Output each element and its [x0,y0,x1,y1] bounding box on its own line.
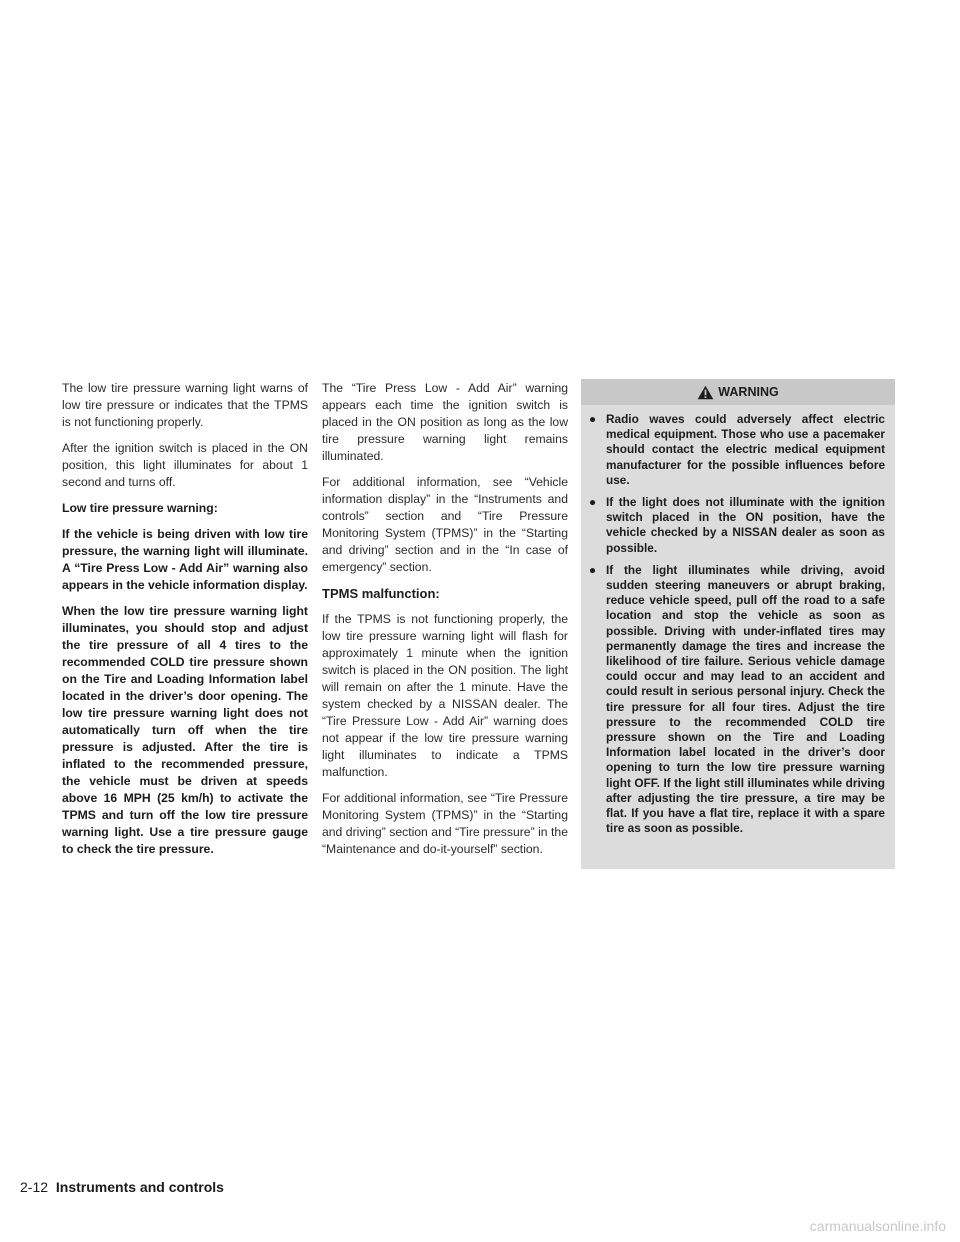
warning-item-text: If the light illuminates while driving, avoid sudden steering maneuvers or abrupt braking, reduce vehicle speed, pull off the road to a safe location and stop the vehicle as soon as possible. Driving with under-inflated tires may permanently damage the tires and increase the likelihood of tire failure. Serious vehicle damage could occur and may lead to an accident and could result in serious personal injury. Check the tire pressure for all four tires. Adjust the tire pressure to the recommended COLD tire pressure shown on the Tire and Loading Information label located in the driver’s door opening to turn the low tire pressure warning light OFF. If the light still illuminates while driving after adjusting the tire pressure, a tire may be flat. If you have a flat tire, replace it with a spare tire as soon as possible. [606,562,885,836]
page-number: 2-12 [20,1179,49,1195]
warning-item [589,412,885,488]
section-title: Instruments and controls [55,1179,224,1195]
warning-title: WARNING [718,385,779,399]
warning-header [581,379,895,405]
warning-list [581,405,895,836]
low-pressure-heading: Low tire pressure warning: [62,501,218,515]
warning-appears-paragraph: The “Tire Press Low - Add Air” warning appears each time the ignition switch is placed in the ON position as long as the low tire pressure warning light remains illuminated. [322,381,568,463]
low-pressure-warning-paragraph: If the vehicle is being driven with low tire pressure, the warning light will illuminate. A “Tire Press Low - Add Air” warning also appears in the vehicle information display. [62,527,308,592]
ignition-paragraph: After the ignition switch is placed in the ON position, this light illuminates for about 1 second and turns off. [62,441,308,489]
bullet-icon: ● [589,412,597,426]
adjust-pressure-paragraph: When the low tire pressure warning light illuminates, you should stop and adjust the tire pressure of all 4 tires to the recommended COLD tire pressure shown on the Tire and Loading Information label located in the driver’s door opening. The low tire pressure warning light does not automatically turn off when the tire pressure is adjusted. After the tire is inflated to the recommended pressure, the vehicle must be driven at speeds above 16 MPH (25 km/h) to activate the TPMS and turn off the low tire pressure warning light. Use a tire pressure gauge to check the tire pressure. [62,604,308,856]
malfunction-paragraph: If the TPMS is not functioning properly, the low tire pressure warning light will flash for approximately 1 minute when the ignition switch is placed in the ON position. The light will remain on after the 1 minute. Have the system checked by a NISSAN dealer. The “Tire Pressure Low - Add Air” warning does not appear if the low tire pressure warning light illuminates to indicate a TPMS malfunction. [322,612,568,779]
warning-triangle-icon [697,385,714,400]
intro-paragraph: The low tire pressure warning light warns of low tire pressure or indicates that the TPMS is not functioning properly. [62,381,308,429]
bullet-icon: ● [589,495,597,510]
page-footer [20,1179,224,1195]
warning-item [589,563,885,837]
additional-info-paragraph: For additional information, see “Vehicle information display” in the “Instruments and controls” section and “Tire Pressure Monitoring System (TPMS)” in the “Starting and driving” section and in the “In case of emergency” section. [322,475,568,574]
text-column-left [62,380,308,867]
warning-item-text: If the light does not illuminate with the ignition switch placed in the ON position, have the vehicle checked by a NISSAN dealer as soon as possible. [606,495,885,555]
warning-item-text: Radio waves could adversely affect electric medical equipment. Those who use a pacemaker should contact the electric medical equipment manufacturer for the possible influences before use. [606,412,885,487]
text-column-middle [322,380,568,867]
additional-info-paragraph-2: For additional information, see “Tire Pressure Monitoring System (TPMS)” in the “Starting and driving” section and “Tire pressure” in the “Maintenance and do-it-yourself” section. [322,791,568,856]
warning-box [581,379,895,869]
warning-item [589,495,885,556]
bullet-icon: ● [589,562,597,577]
watermark: carmanualsonline.info [809,1218,946,1234]
tpms-malfunction-heading: TPMS malfunction: [322,586,440,601]
